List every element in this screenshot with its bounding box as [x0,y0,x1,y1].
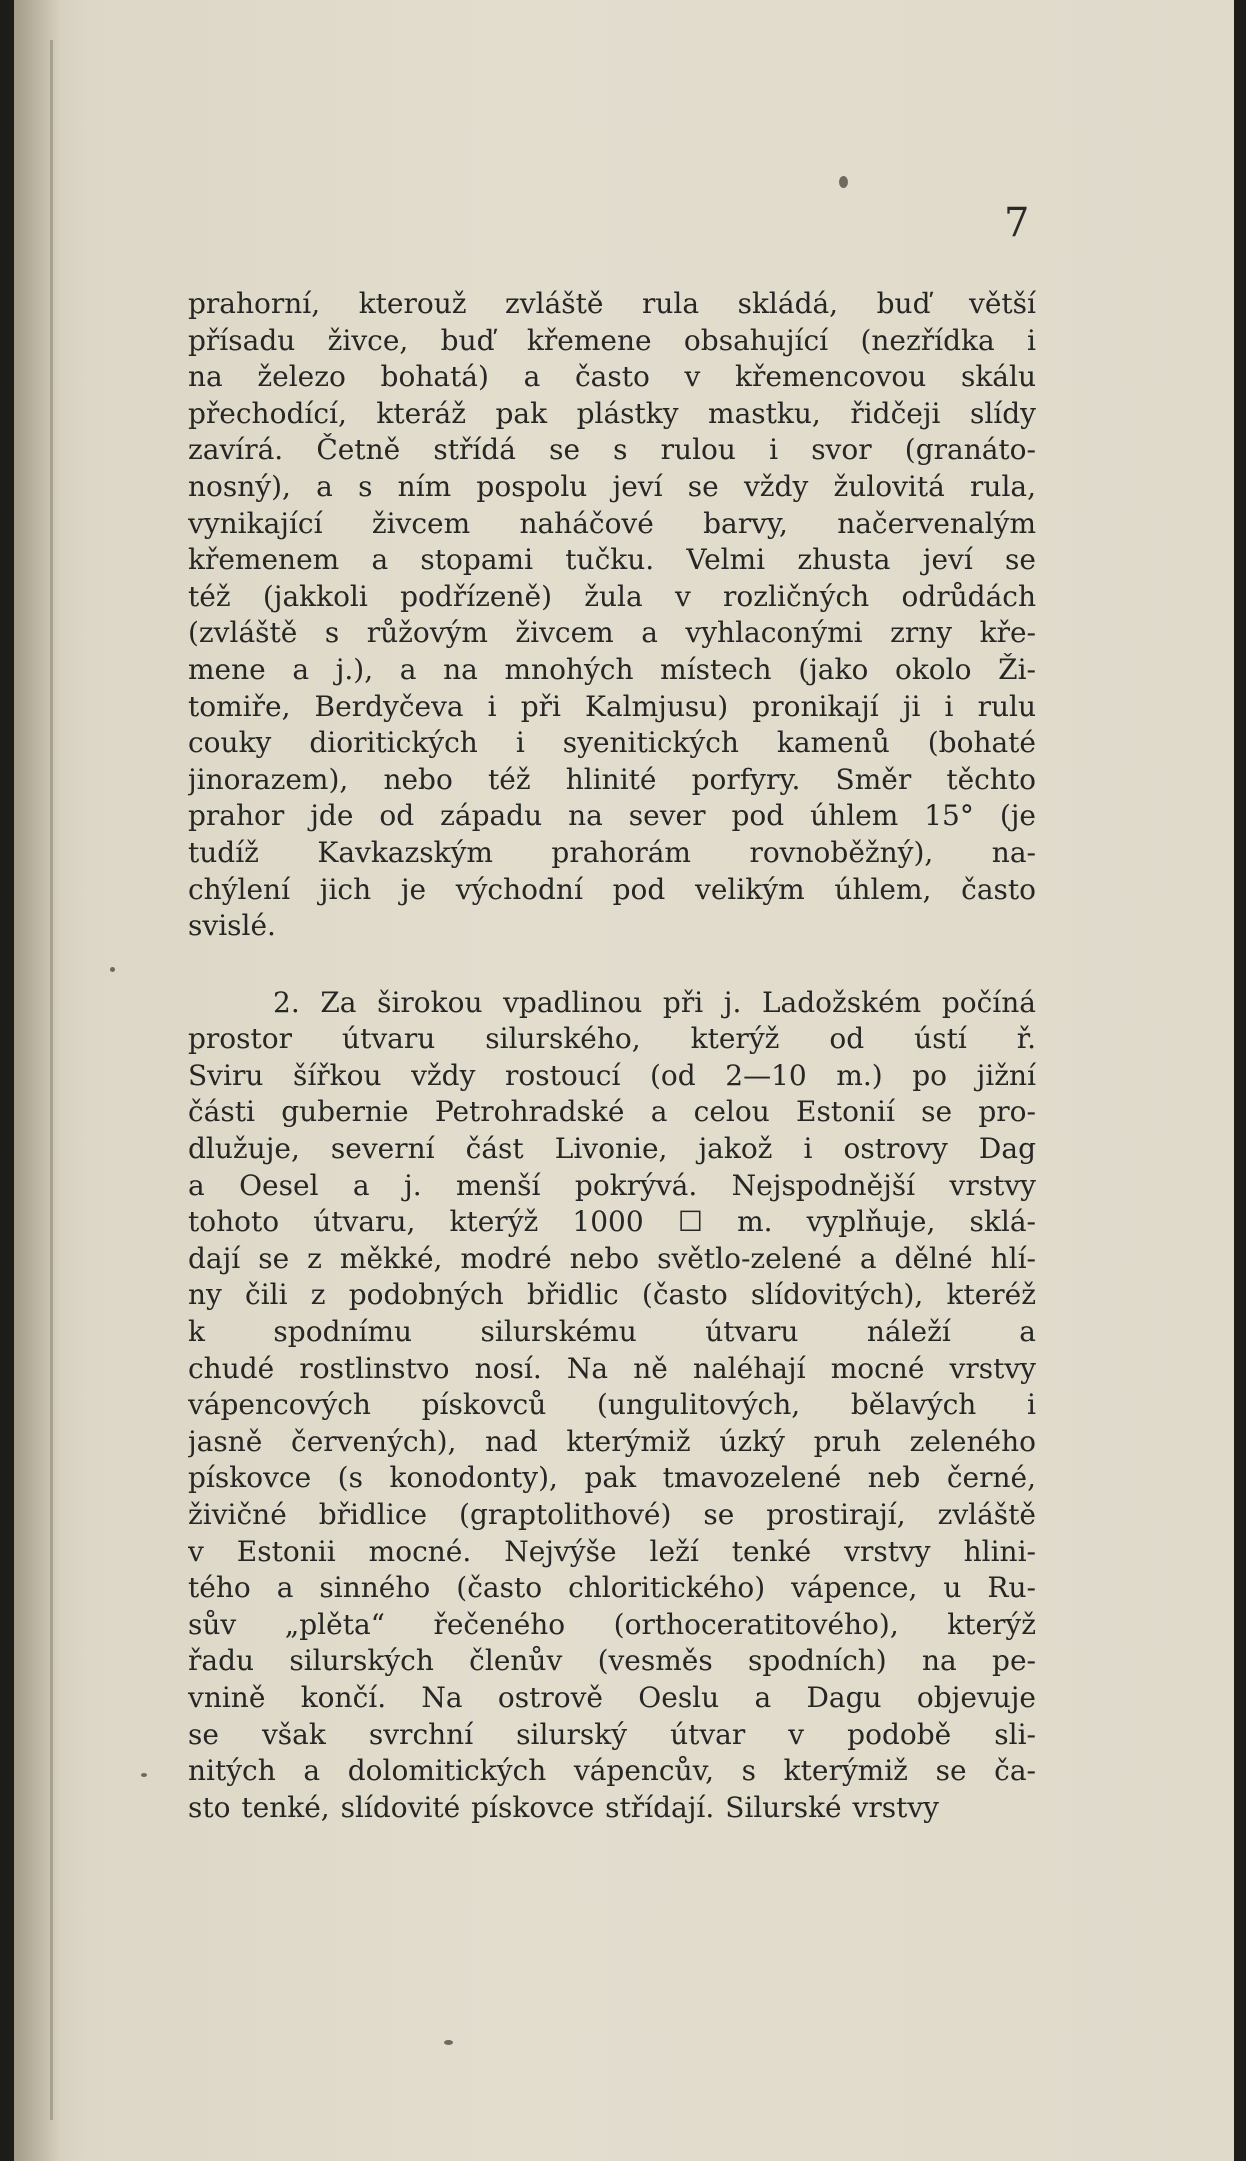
text-line: prostor útvaru silurského, kterýž od ústí ř. [188,1022,1036,1056]
text-line: jinorazem), nebo též hlinité porfyry. Směr těchto [188,762,1036,796]
paragraph-2 [188,985,1036,1827]
text-line: živičné břidlice (graptolithové) se prostirají, zvláště [188,1498,1036,1531]
book-page [14,0,1234,2161]
text-line: prahorní, kterouž zvláště rula skládá, buď větší [188,287,1036,320]
text-line: dají se z měkké, modré nebo světlo-zelené a dělné hlí- [188,1241,1036,1275]
ink-speck [141,1773,147,1777]
text-line: tomiře, Berdyčeva i při Kalmjusu) pronikají ji i rulu [188,689,1036,723]
text-line: couky dioritických i syenitických kamenů (bohaté [188,726,1036,760]
text-line: vynikající živcem naháčové barvy, načervenalým [188,506,1036,540]
text-line: vápencových pískovců (ungulitových, bělavých i [188,1388,1036,1422]
text-line: chudé rostlinstvo nosí. Na ně naléhají mocné vrstvy [188,1351,1036,1385]
text-line: řadu silurských členův (vesměs spodních) na pe- [188,1644,1036,1678]
page-number: 7 [1004,200,1030,246]
text-line: části gubernie Petrohradské a celou Estonií se pro- [188,1095,1036,1129]
text-line: pískovce (s konodonty), pak tmavozelené neb černé, [188,1461,1036,1495]
text-line: svislé. [188,909,276,943]
text-line: sto tenké, slídovité pískovce střídají. Silurské vrstvy [188,1790,939,1824]
text-line: prahor jde od západu na sever pod úhlem 15° (je [188,799,1036,833]
text-line: Sviru šířkou vždy rostoucí (od 2—10 m.) po jižní [188,1058,1036,1092]
text-line: na železo bohatá) a často v křemencovou skálu [188,360,1036,394]
ink-speck [444,2040,453,2045]
text-line: přísadu živce, buď křemene obsahující (nezřídka i [188,323,1036,357]
text-line: nosný), a s ním pospolu jeví se vždy žulovitá rula, [188,469,1036,503]
paragraph-spacer [188,945,1036,985]
text-line: chýlení jich je východní pod velikým úhlem, často [188,872,1036,906]
page-gutter-shadow [14,0,60,2161]
text-line: ny čili z podobných břidlic (často slídovitých), kteréž [188,1278,1036,1312]
page-edge-line [50,40,53,2120]
text-line: křemenem a stopami tučku. Velmi zhusta jeví se [188,543,1036,577]
text-line: (zvláště s růžovým živcem a vyhlaconými zrny kře- [188,616,1036,650]
text-line: mene a j.), a na mnohých místech (jako okolo Ži- [188,652,1036,686]
text-line: přechodící, kteráž pak plástky mastku, řidčeji slídy [188,396,1036,430]
text-line: dlužuje, severní část Livonie, jakož i ostrovy Dag [188,1132,1036,1166]
text-line: 2. Za širokou vpadlinou při j. Ladožském počíná [273,985,1036,1019]
text-line: též (jakkoli podřízeně) žula v rozličných odrůdách [188,579,1036,613]
text-line: vnině končí. Na ostrově Oeslu a Dagu objevuje [188,1680,1036,1714]
text-line: zavírá. Četně střídá se s rulou i svor (granáto- [188,433,1036,467]
text-line: jasně červených), nad kterýmiž úzký pruh zeleného [188,1424,1036,1458]
paragraph-1 [188,286,1036,945]
text-line: se však svrchní silurský útvar v podobě sli- [188,1717,1036,1751]
ink-speck [839,176,848,188]
text-line: tohoto útvaru, kterýž 1000 ☐ m. vyplňuje, sklá- [188,1205,1036,1239]
text-line: tého a sinného (často chloritického) vápence, u Ru- [188,1571,1036,1605]
text-line: sův „plěta“ řečeného (orthoceratitového), kterýž [188,1607,1036,1641]
body-text [188,286,1036,1826]
ink-speck [110,967,115,972]
text-line: a Oesel a j. menší pokrývá. Nejspodnější vrstvy [188,1168,1036,1202]
text-line: tudíž Kavkazským prahorám rovnoběžný), na- [188,835,1036,869]
text-line: v Estonii mocné. Nejvýše leží tenké vrstvy hlini- [188,1534,1036,1568]
text-line: k spodnímu silurskému útvaru náleží a [188,1315,1036,1349]
text-line: nitých a dolomitických vápencův, s kterýmiž se ča- [188,1754,1036,1788]
